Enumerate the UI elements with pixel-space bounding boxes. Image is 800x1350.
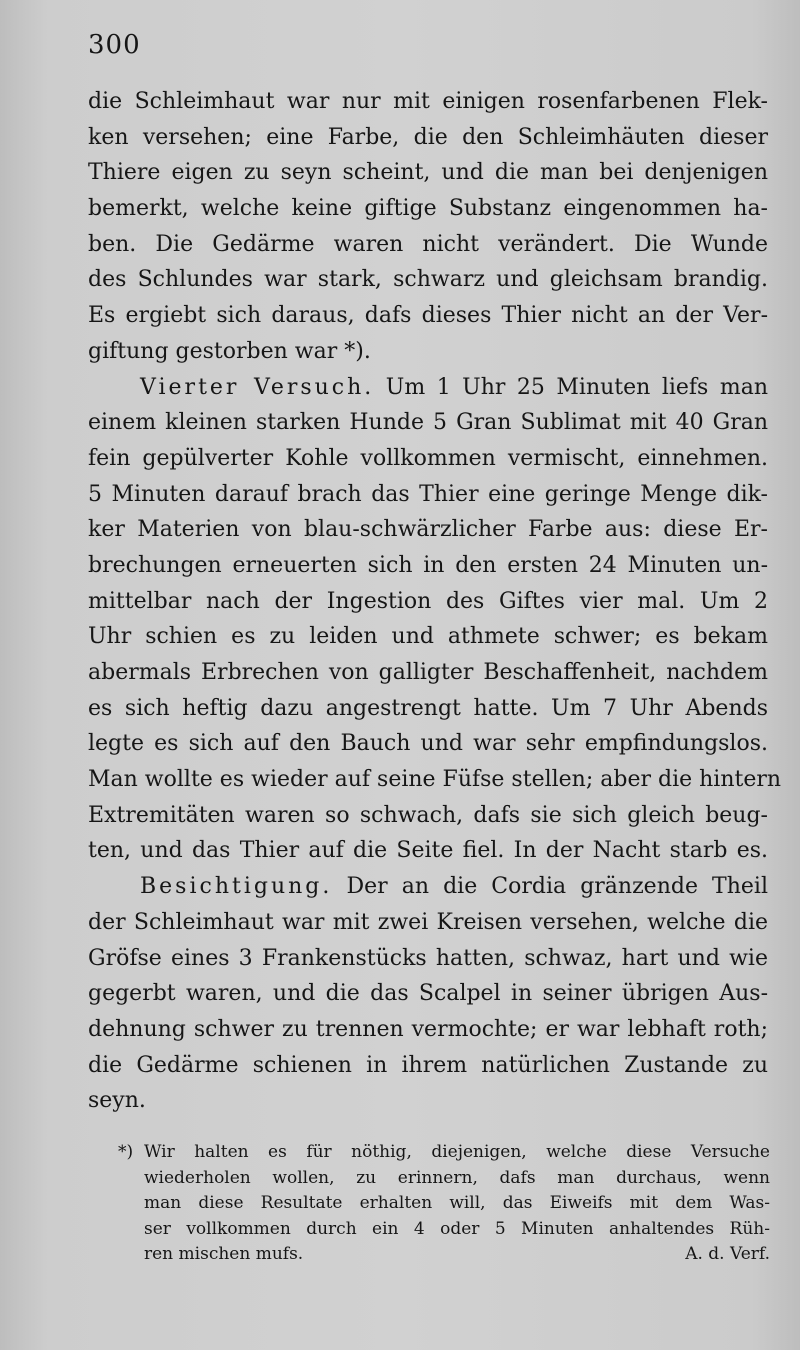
text-line: giftung gestorben war *). <box>88 338 371 364</box>
footnote-signature: A. d. Verf. <box>685 1244 770 1264</box>
text-line: dehnung schwer zu trennen vermochte; er war lebhaft roth; <box>88 1016 768 1042</box>
inspection-intro: Der an die Cordia gränzende Theil <box>346 874 768 900</box>
inspection-heading: Besichtigung. <box>140 874 333 900</box>
experiment-intro: Um 1 Uhr 25 Minuten liefs man <box>385 374 768 400</box>
text-line: gegerbt waren, und die das Scalpel in seiner übrigen Aus- <box>88 981 768 1007</box>
footnote-line <box>118 1140 770 1166</box>
text-line: es sich heftig dazu angestrengt hatte. Um 7 Uhr Abends <box>88 695 768 721</box>
inspection-heading-line <box>88 869 768 905</box>
text-line: der Schleimhaut war mit zwei Kreisen versehen, welche die <box>88 909 768 935</box>
text-line: ker Materien von blau-schwärzlicher Farbe aus: diese Er- <box>88 517 768 543</box>
text-line: die Gedärme schienen in ihrem natürlichen Zustande zu <box>88 1052 768 1078</box>
text-line: Thiere eigen zu seyn scheint, und die man bei denjenigen <box>88 160 768 186</box>
text-line: ben. Die Gedärme waren nicht verändert. Die Wunde <box>88 231 768 257</box>
text-line: des Schlundes war stark, schwarz und gleichsam brandig. <box>88 267 768 293</box>
text-line: ken versehen; eine Farbe, die den Schleimhäuten dieser <box>88 124 768 150</box>
text-line: einem kleinen starken Hunde 5 Gran Sublimat mit 40 Gran <box>88 410 768 436</box>
text-line: brechungen erneuerten sich in den ersten 24 Minuten un- <box>88 552 768 578</box>
footnote <box>118 1140 770 1268</box>
footnote-line: ren mischen mufs. <box>144 1244 304 1264</box>
footnote-last-line <box>118 1242 770 1268</box>
text-line: fein gepülverter Kohle vollkommen vermischt, einnehmen. <box>88 445 768 471</box>
footnote-line: ser vollkommen durch ein 4 oder 5 Minuten anhaltendes Rüh- <box>144 1218 770 1239</box>
main-text <box>88 84 782 1119</box>
text-line: Extremitäten waren so schwach, dafs sie sich gleich beug- <box>88 802 768 828</box>
footnote-marker: *) <box>118 1142 134 1162</box>
text-line: 5 Minuten darauf brach das Thier eine geringe Menge dik- <box>88 481 768 507</box>
text-line: bemerkt, welche keine giftige Substanz eingenommen ha- <box>88 196 768 222</box>
text-line: mittelbar nach der Ingestion des Giftes vier mal. Um 2 <box>88 588 768 614</box>
experiment-heading-line <box>88 370 768 406</box>
text-line: abermals Erbrechen von galligter Beschaffenheit, nachdem <box>88 660 768 685</box>
experiment-heading: Vierter Versuch. <box>140 374 375 400</box>
text-line: seyn. <box>88 1088 146 1114</box>
text-line: legte es sich auf den Bauch und war sehr empfindungslos. <box>88 731 768 757</box>
text-line: Gröfse eines 3 Frankenstücks hatten, schwaz, hart und wie <box>88 945 768 971</box>
text-line: Man wollte es wieder auf seine Füfse stellen; aber die hintern <box>88 767 782 793</box>
footnote-line: man diese Resultate erhalten will, das Eiweifs mit dem Was- <box>144 1193 770 1213</box>
footnote-line: wiederholen wollen, zu erinnern, dafs man durchaus, wenn <box>144 1167 770 1188</box>
footnote-text: Wir halten es für nöthig, diejenigen, welche diese Versuche <box>144 1142 770 1162</box>
text-line: Uhr schien es zu leiden und athmete schwer; es bekam <box>88 624 768 650</box>
page-number: 300 <box>88 30 141 60</box>
text-line: ten, und das Thier auf die Seite fiel. In der Nacht starb es. <box>88 838 768 864</box>
text-line: Es ergiebt sich daraus, dafs dieses Thier nicht an der Ver- <box>88 303 768 329</box>
text-line: die Schleimhaut war nur mit einigen rosenfarbenen Flek- <box>88 89 768 114</box>
